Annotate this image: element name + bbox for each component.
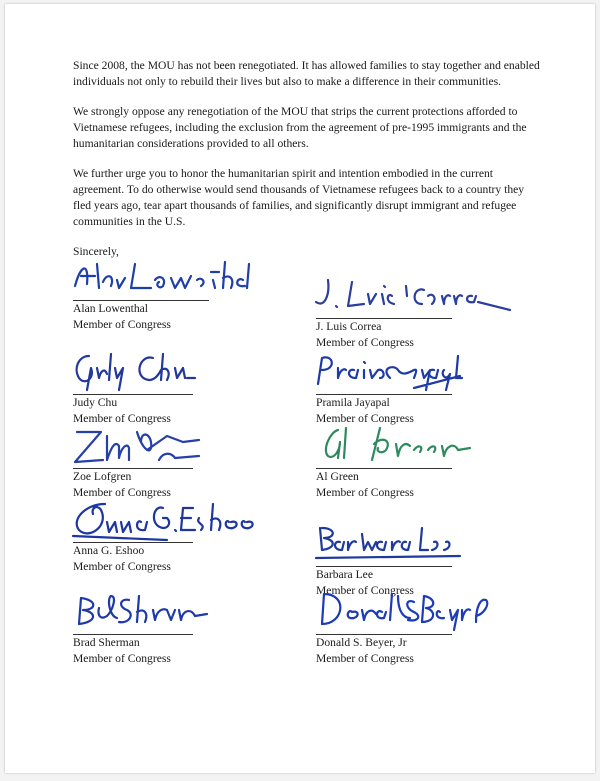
signature-block-eshoo [67,508,267,592]
signer-name: Barbara Lee [316,568,373,581]
signature-lofgren [67,422,277,470]
signature-line [73,394,193,395]
signer-title: Member of Congress [73,412,171,425]
signature-correa [310,272,520,320]
signature-line [73,634,193,635]
signer-name: Brad Sherman [73,636,140,649]
signer-title: Member of Congress [316,412,414,425]
closing-salutation: Sincerely, [73,245,119,258]
signer-title: Member of Congress [73,560,171,573]
paragraph-mou-history: Since 2008, the MOU has not been renegotiated. It has allowed families to stay together and enabled individuals not only to rebuild their lives but also to make a difference in their communities. [73,59,540,88]
signature-lowenthal [67,254,277,302]
signature-jayapal [310,348,520,396]
signer-name: Pramila Jayapal [316,396,390,409]
signature-line [316,634,452,635]
signature-line [316,566,452,567]
signer-name: Al Green [316,470,359,483]
signature-line [73,468,193,469]
signature-line [316,394,452,395]
signature-green [310,422,520,470]
signer-name: Zoe Lofgren [73,470,132,483]
letter-page [5,4,595,773]
paragraph-oppose-renegotiation: We strongly oppose any renegotiation of the MOU that strips the current protections afforded to Vietnamese refugees, including the exclusion from the agreement of pre-1995 immigrants and the humanitarian considerations provided to all others. [73,105,527,150]
signer-title: Member of Congress [316,336,414,349]
signature-beyer [310,588,520,636]
signer-name: Donald S. Beyer, Jr [316,636,407,649]
signer-name: Judy Chu [73,396,118,409]
signature-line [316,318,452,319]
signer-title: Member of Congress [73,486,171,499]
signature-block-lowenthal [67,266,267,350]
signature-lee [310,520,520,568]
signature-line [73,300,209,301]
signer-name: Anna G. Eshoo [73,544,145,557]
signature-block-beyer [310,600,510,684]
signer-title: Member of Congress [316,652,414,665]
letter-body [73,58,543,260]
signer-name: Alan Lowenthal [73,302,149,315]
signature-line [73,542,193,543]
signer-name: J. Luis Correa [316,320,382,333]
signer-title: Member of Congress [316,486,414,499]
signer-title: Member of Congress [316,584,414,597]
signature-eshoo [67,496,277,544]
signature-block-green [310,434,510,518]
signature-chu [67,348,277,396]
signature-block-sherman [67,600,267,684]
signer-title: Member of Congress [73,318,171,331]
signer-title: Member of Congress [73,652,171,665]
paragraph-urge-honor: We further urge you to honor the humanitarian spirit and intention embodied in the current agreement. To do otherwise would send thousands of Vietnamese refugees back to a country they fled years ago, tear apart thousands of families, and significantly disrupt immigrant and refugee communities in the U.S. [73,167,525,228]
signature-sherman [67,588,277,636]
signature-line [316,468,452,469]
